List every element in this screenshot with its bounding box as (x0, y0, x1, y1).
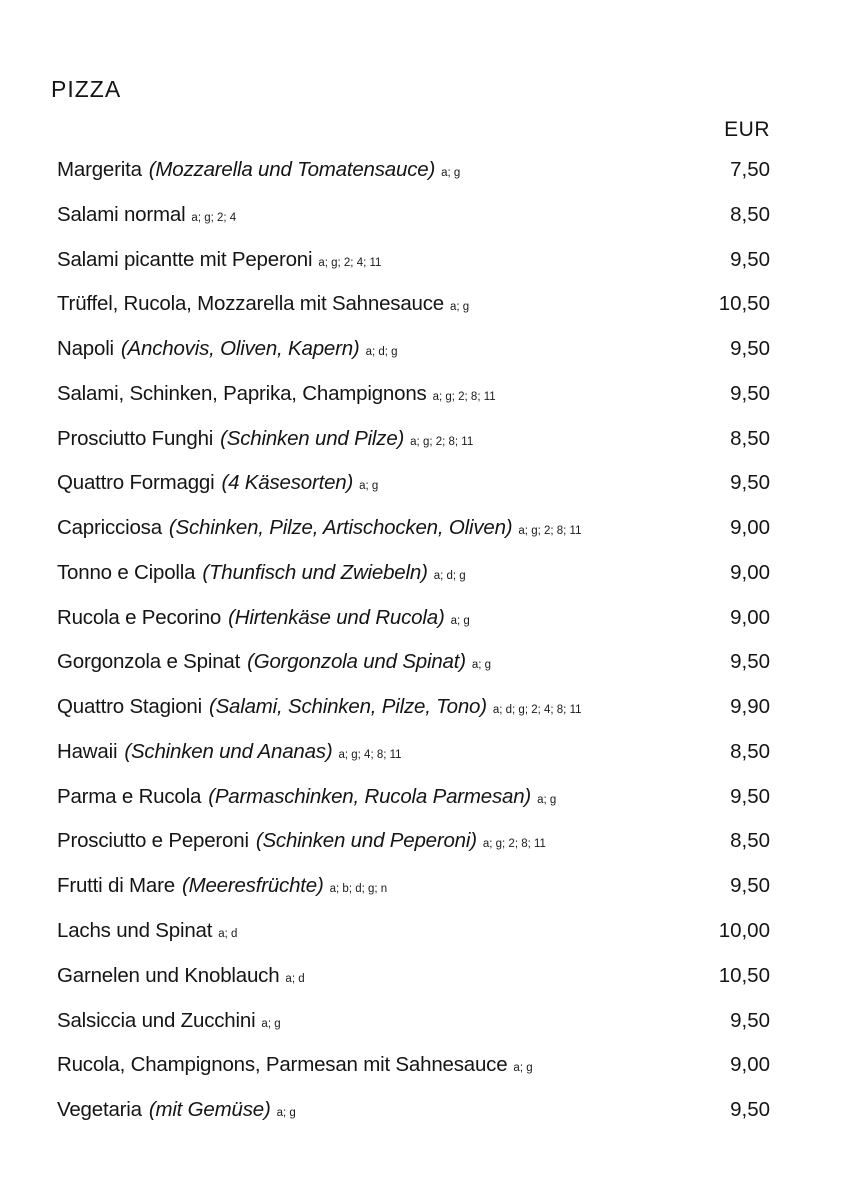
item-description: (Schinken, Pilze, Artischocken, Oliven) (168, 516, 513, 540)
item-description: (Anchovis, Oliven, Kapern) (120, 337, 360, 361)
item-description: (Meeresfrüchte) (181, 874, 324, 898)
menu-item-text (57, 327, 398, 375)
item-description: (Hirtenkäse und Rucola) (228, 605, 445, 629)
item-price: 9,50 (730, 874, 770, 898)
item-allergens: a; d (218, 928, 238, 941)
menu-item-row (57, 461, 770, 506)
menu-item-text (57, 640, 491, 688)
item-description: (Schinken und Peperoni) (255, 829, 477, 853)
menu-item-text (57, 954, 305, 1002)
item-name: Prosciutto e Peperoni (57, 829, 249, 853)
item-allergens: a; g (359, 480, 379, 493)
item-price: 9,00 (730, 560, 770, 584)
item-name: Frutti di Mare (57, 874, 175, 898)
item-description: (mit Gemüse) (148, 1098, 271, 1122)
item-price: 9,00 (730, 1053, 770, 1077)
item-description: (Schinken und Ananas) (124, 739, 333, 763)
item-price: 8,50 (730, 202, 770, 226)
item-name: Prosciutto Funghi (57, 426, 214, 450)
item-price: 9,50 (730, 650, 770, 674)
item-allergens: a; g (450, 614, 470, 627)
item-allergens: a; g (471, 659, 492, 672)
menu-item-text (57, 461, 378, 509)
item-name: Lachs und Spinat (57, 919, 213, 943)
item-name: Rucola e Pecorino (57, 605, 222, 629)
item-price: 8,50 (730, 739, 770, 763)
item-name: Tonno e Cipolla (57, 560, 196, 584)
menu-item-row (57, 640, 770, 685)
item-allergens: a; g; 4; 8; 11 (338, 748, 402, 761)
menu-item-row (57, 954, 770, 999)
menu-item-text (57, 551, 466, 599)
menu-item-row (57, 551, 770, 596)
menu-item-text (57, 1088, 296, 1136)
menu-item-row (57, 775, 770, 820)
item-allergens: a; d (285, 972, 305, 985)
menu-item-row (57, 1043, 770, 1088)
menu-item-row (57, 819, 770, 864)
menu-item-row (57, 999, 770, 1044)
item-allergens: a; g (441, 167, 461, 179)
menu-item-row (57, 417, 770, 462)
item-name: Margerita (57, 158, 142, 181)
item-price: 9,50 (730, 1008, 770, 1032)
menu-item-text (57, 999, 281, 1047)
item-description: (4 Käsesorten) (221, 471, 354, 495)
item-allergens: a; g (537, 793, 557, 806)
item-description: (Parmaschinken, Rucola Parmesan) (208, 784, 532, 808)
menu-item-text (57, 596, 470, 644)
menu-item-row (57, 909, 770, 954)
item-price: 10,00 (718, 919, 770, 943)
item-allergens: a; g; 2; 8; 11 (518, 525, 582, 538)
page-title: PIZZA (51, 76, 122, 102)
item-name: Parma e Rucola (57, 784, 202, 808)
menu-item-text (57, 685, 582, 733)
item-description: (Salami, Schinken, Pilze, Tono) (208, 695, 487, 719)
item-name: Quattro Formaggi (57, 471, 215, 495)
menu-item-text (57, 282, 469, 330)
menu-item-text (57, 238, 381, 286)
menu-item-text (57, 1043, 533, 1091)
item-price: 9,50 (730, 381, 770, 405)
item-allergens: a; g (261, 1017, 281, 1030)
item-name: Capricciosa (57, 516, 162, 540)
item-price: 9,50 (730, 247, 770, 271)
item-name: Rucola, Champignons, Parmesan mit Sahnesauce (57, 1053, 508, 1077)
item-allergens: a; b; d; g; n (329, 883, 388, 896)
item-name: Salsiccia und Zucchini (57, 1008, 256, 1032)
item-price: 9,50 (730, 1098, 770, 1122)
item-price: 10,50 (718, 963, 770, 987)
menu-item-text (57, 193, 236, 241)
menu-item-row (57, 1088, 770, 1133)
item-allergens: a; g (513, 1062, 533, 1075)
item-name: Salami, Schinken, Paprika, Champignons (57, 381, 427, 405)
item-description: (Schinken und Pilze) (220, 426, 405, 450)
item-allergens: a; g; 2; 4; 11 (318, 256, 382, 269)
item-allergens: a; d; g; 2; 4; 8; 11 (492, 704, 582, 717)
menu-item-text (57, 148, 460, 196)
item-allergens: a; g; 2; 8; 11 (482, 838, 546, 851)
item-price: 9,50 (730, 337, 770, 361)
item-name: Salami picantte mit Peperoni (57, 247, 313, 271)
item-price: 9,90 (730, 695, 770, 719)
item-allergens: a; g; 2; 8; 11 (410, 435, 474, 448)
menu-item-row (57, 282, 770, 327)
item-name: Quattro Stagioni (57, 695, 202, 719)
menu-item-text (57, 372, 496, 420)
menu-item-row (57, 327, 770, 372)
item-name: Garnelen und Knoblauch (57, 963, 280, 987)
item-price: 9,50 (730, 471, 770, 495)
item-allergens: a; g (276, 1107, 296, 1120)
menu-item-text (57, 417, 473, 465)
currency-column-header: EUR (724, 118, 770, 141)
menu-item-row (57, 372, 770, 417)
menu-item-row (57, 148, 770, 193)
item-price: 9,00 (730, 605, 770, 629)
menu-item-row (57, 685, 770, 730)
item-price: 9,00 (730, 516, 770, 540)
menu-item-row (57, 730, 770, 775)
item-price: 9,50 (730, 784, 770, 808)
item-price: 8,50 (730, 829, 770, 853)
item-allergens: a; d; g (433, 569, 466, 582)
item-allergens: a; g; 2; 4 (191, 211, 237, 224)
item-name: Vegetaria (57, 1098, 142, 1122)
item-price: 7,50 (730, 158, 770, 181)
menu-item-row (57, 864, 770, 909)
menu-item-text (57, 909, 237, 957)
item-description: (Thunfisch und Zwiebeln) (202, 560, 428, 584)
item-price: 8,50 (730, 426, 770, 450)
item-description: (Gorgonzola und Spinat) (247, 650, 466, 674)
item-description: (Mozzarella und Tomatensauce) (148, 158, 436, 181)
item-name: Napoli (57, 337, 114, 361)
menu-items-list (57, 148, 770, 1133)
menu-item-text (57, 730, 402, 778)
item-name: Hawaii (57, 739, 118, 763)
item-name: Gorgonzola e Spinat (57, 650, 241, 674)
menu-item-text (57, 506, 582, 554)
menu-item-text (57, 819, 546, 867)
item-allergens: a; g (449, 301, 470, 314)
item-allergens: a; g; 2; 8; 11 (432, 390, 496, 403)
menu-item-row (57, 596, 770, 641)
item-name: Salami normal (57, 202, 186, 226)
item-name: Trüffel, Rucola, Mozzarella mit Sahnesauce (57, 292, 444, 316)
item-price: 10,50 (718, 292, 770, 316)
menu-item-row (57, 193, 770, 238)
menu-item-text (57, 775, 556, 823)
menu-item-row (57, 238, 770, 283)
item-allergens: a; d; g (365, 346, 398, 359)
menu-item-row (57, 506, 770, 551)
menu-item-text (57, 864, 387, 912)
